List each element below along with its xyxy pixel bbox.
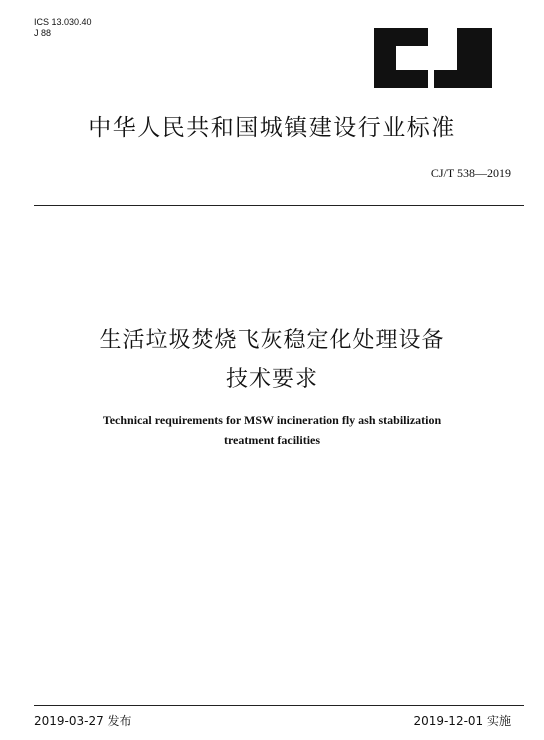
title-zh-line2: 技术要求: [225, 367, 318, 392]
standard-number: CJ/T 538—2019: [430, 166, 511, 180]
footer-divider: [34, 705, 524, 706]
title-en-line1: Technical requirements for MSW incineration fly ash stabilization: [102, 413, 442, 427]
header-divider: [34, 205, 524, 206]
implement-date: 2019-12-01 实施: [413, 714, 511, 728]
ics-code: ICS 13.030.40: [34, 17, 92, 27]
publish-date: 2019-03-27 发布: [34, 714, 132, 728]
title-zh-line1: 生活垃圾焚烧飞灰稳定化处理设备: [99, 328, 445, 353]
cj-logo: [374, 28, 492, 88]
title-en-line2: treatment facilities: [223, 433, 321, 447]
ccs-code: J 88: [34, 28, 52, 38]
organization-title: 中华人民共和国城镇建设行业标准: [88, 115, 456, 141]
classification-codes: [34, 17, 92, 39]
